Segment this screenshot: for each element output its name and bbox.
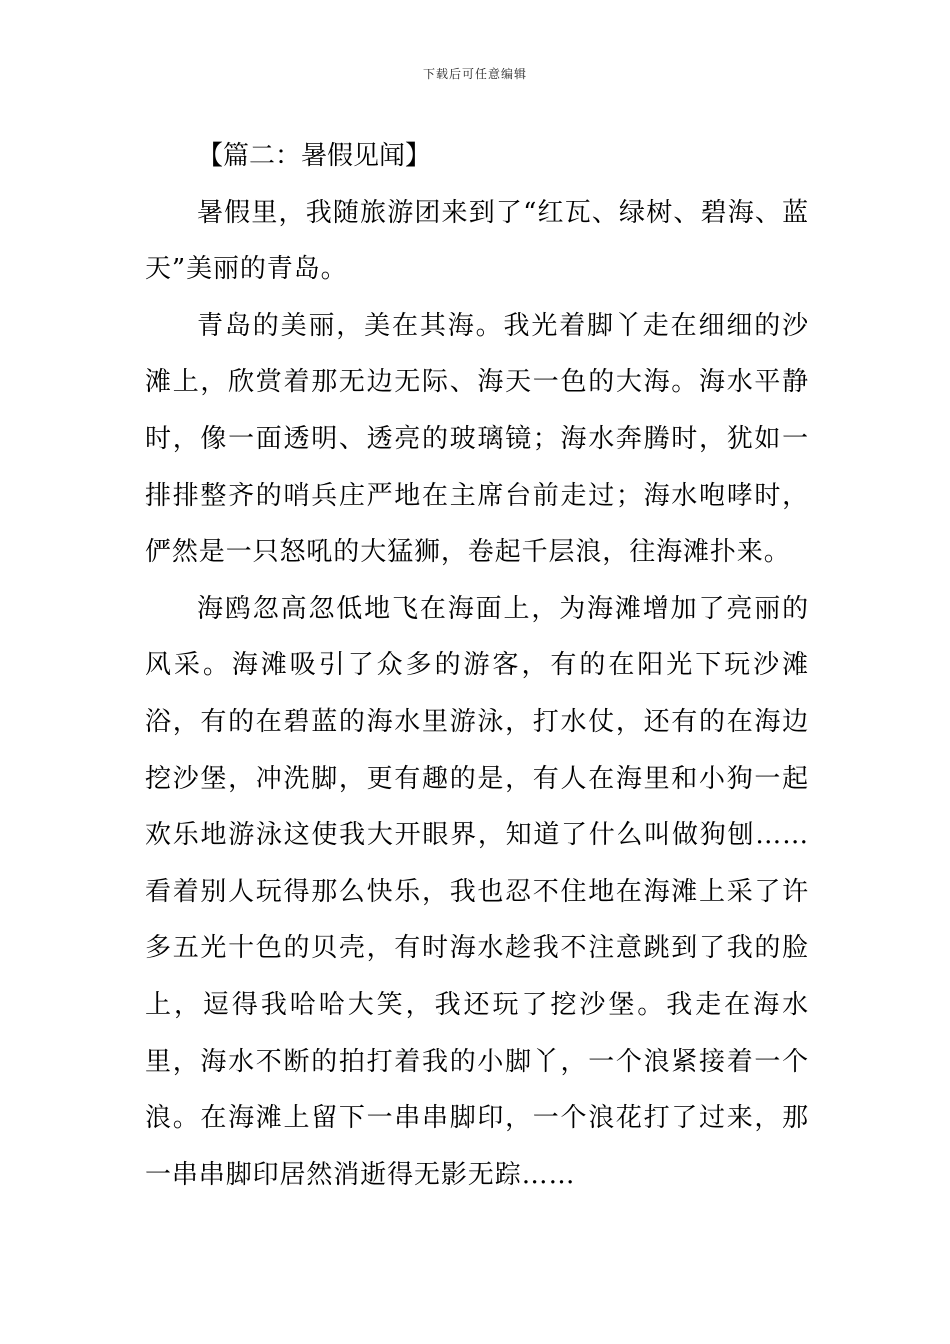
paragraph-beach: 海鸥忽高忽低地飞在海面上，为海滩增加了亮丽的风采。海滩吸引了众多的游客，有的在阳光下玩沙滩浴，有的在碧蓝的海水里游泳，打水仗，还有的在海边挖沙堡，冲洗脚，更有趣的是，有人在海里和小狗一起欢乐地游泳这使我大开眼界，知道了什么叫做狗刨……看着别人玩得那么快乐，我也忍不住地在海滩上采了许多五光十色的贝壳，有时海水趁我不注意跳到了我的脸上，逗得我哈哈大笑，我还玩了挖沙堡。我走在海水里，海水不断的拍打着我的小脚丫，一个浪紧接着一个浪。在海滩上留下一串串脚印，一个浪花打了过来，那一串串脚印居然消逝得无影无踪…… xyxy=(145,593,809,1190)
document-body xyxy=(145,128,809,1203)
paragraph-sea: 青岛的美丽，美在其海。我光着脚丫走在细细的沙滩上，欣赏着那无边无际、海天一色的大海。海水平静时，像一面透明、透亮的玻璃镜；海水奔腾时，犹如一排排整齐的哨兵庄严地在主席台前走过；海水咆哮时，俨然是一只怒吼的大猛狮，卷起千层浪，往海滩扑来。 xyxy=(145,310,809,568)
section-title: 【篇二：暑假见闻】 xyxy=(197,141,432,171)
header-note: 下载后可任意编辑 xyxy=(422,67,527,81)
paragraph-intro: 暑假里，我随旅游团来到了“红瓦、绿树、碧海、蓝天”美丽的青岛。 xyxy=(145,197,809,285)
